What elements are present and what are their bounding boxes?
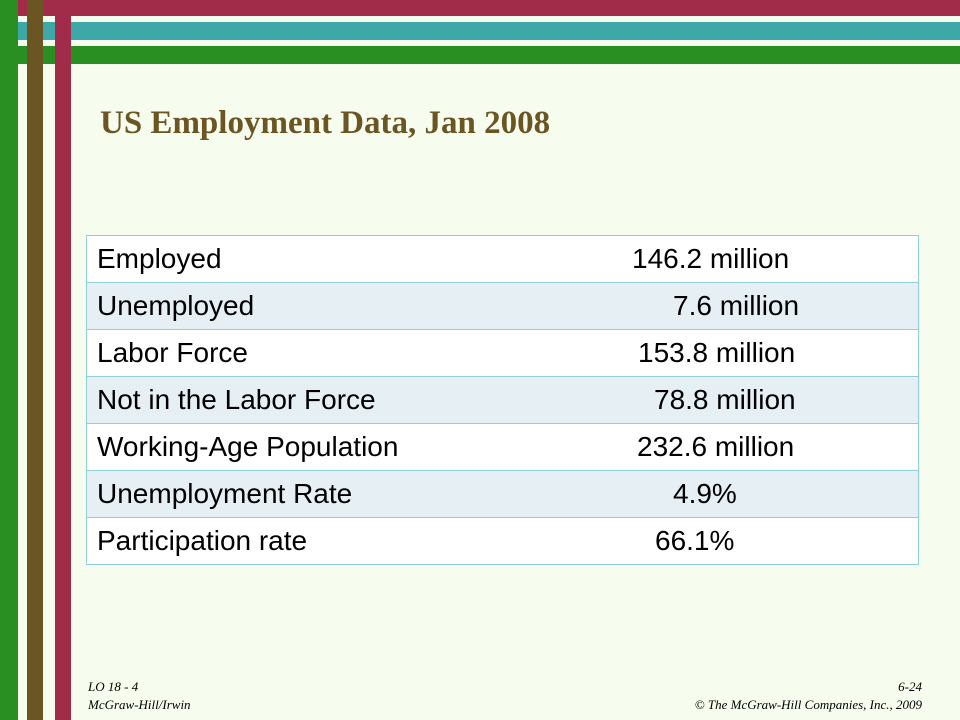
- row-value: 232.6 million: [537, 424, 919, 471]
- row-label: Employed: [87, 236, 538, 283]
- footer-learning-objective: LO 18 - 4: [88, 679, 139, 694]
- top-teal-bar: [0, 22, 960, 40]
- left-green-bar: [0, 0, 18, 720]
- footer-page-number: 6-24: [898, 679, 922, 694]
- table-row: [87, 424, 919, 471]
- table-row: [87, 518, 919, 565]
- row-label: Unemployed: [87, 283, 538, 330]
- table-row: [87, 471, 919, 518]
- row-label: Not in the Labor Force: [87, 377, 538, 424]
- top-maroon-bar: [0, 0, 960, 16]
- row-value: 7.6 million: [537, 283, 919, 330]
- row-value: 146.2 million: [537, 236, 919, 283]
- row-label: Participation rate: [87, 518, 538, 565]
- row-value: 4.9%: [537, 471, 919, 518]
- row-label: Unemployment Rate: [87, 471, 538, 518]
- footer-copyright: © The McGraw-Hill Companies, Inc., 2009: [694, 697, 922, 712]
- table-row: [87, 236, 919, 283]
- row-label: Labor Force: [87, 330, 538, 377]
- slide-title: US Employment Data, Jan 2008: [100, 105, 551, 141]
- row-value: 153.8 million: [537, 330, 919, 377]
- row-value: 78.8 million: [537, 377, 919, 424]
- left-brown-bar: [27, 0, 43, 720]
- row-value: 66.1%: [537, 518, 919, 565]
- top-green-bar: [0, 46, 960, 64]
- row-label: Working-Age Population: [87, 424, 538, 471]
- table-row: [87, 330, 919, 377]
- footer-publisher: McGraw-Hill/Irwin: [88, 697, 191, 712]
- table-row: [87, 377, 919, 424]
- table-row: [87, 283, 919, 330]
- employment-data-table: [86, 235, 919, 565]
- left-maroon-bar: [55, 0, 71, 720]
